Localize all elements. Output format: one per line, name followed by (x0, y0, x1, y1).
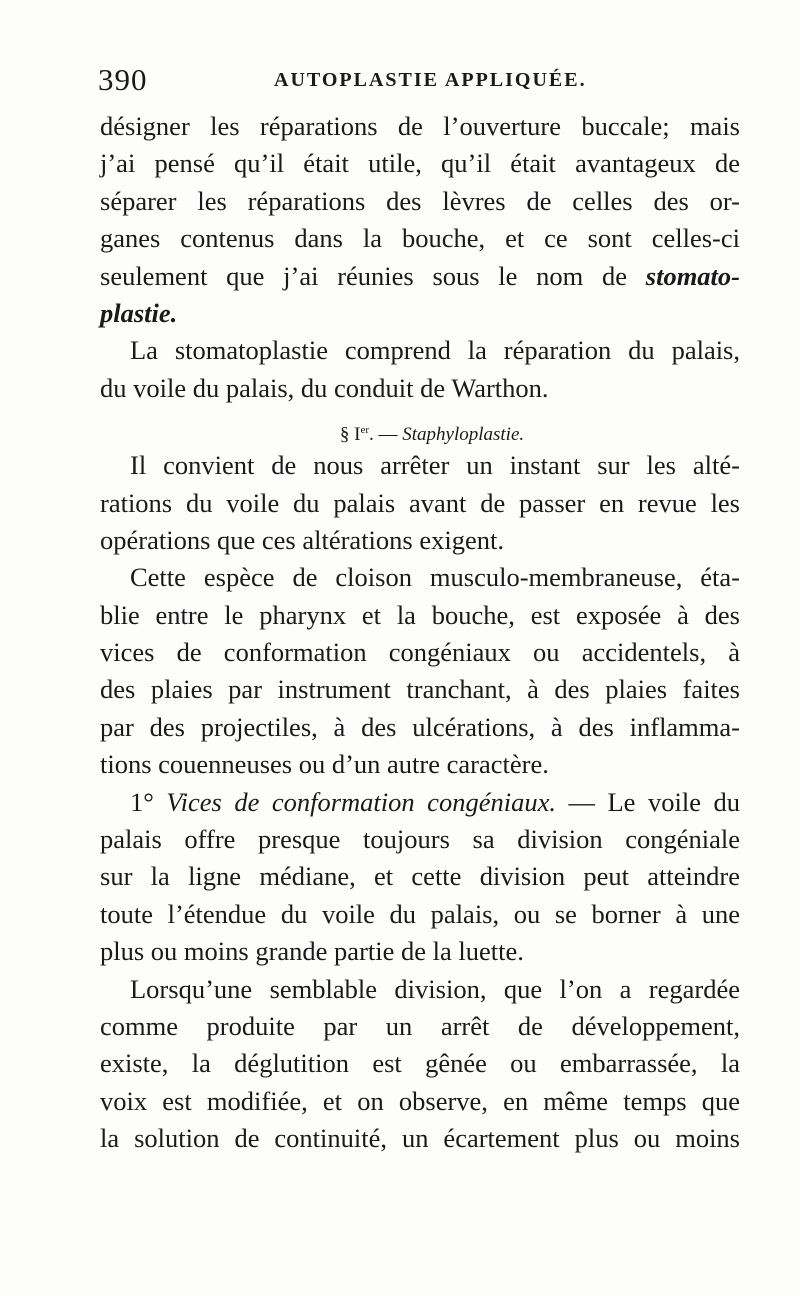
text-line: la solution de continuité, un écartement plus ou moins (100, 1123, 740, 1154)
section-title: Staphyloplastie. (402, 424, 525, 446)
text-line: du voile du palais, du conduit de Warthon. (100, 372, 549, 403)
section-mark: § I (339, 424, 361, 446)
text-line: Lorsqu’une semblable division, que l’on a regardée (130, 973, 740, 1004)
text-line: rations du voile du palais avant de passer en revue les (100, 487, 740, 518)
text-line: La stomatoplastie comprend la réparation du palais, (130, 335, 740, 366)
text-line: toute l’étendue du voile du palais, ou se borner à une (100, 898, 740, 929)
text-line: palais offre presque toujours sa division congéniale (100, 824, 740, 855)
text-line: comme produite par un arrêt de développement, (100, 1010, 740, 1041)
section-dash: . — (368, 424, 398, 446)
text-line: Il convient de nous arrêter un instant sur les alté- (130, 450, 740, 481)
text-line: voix est modifiée, et on observe, en même temps que (100, 1085, 740, 1116)
text-line: séparer les réparations des lèvres de celles des or- (100, 185, 740, 216)
text-line (100, 258, 740, 295)
text-line: opérations que ces altérations exigent. (100, 524, 504, 555)
text-line: j’ai pensé qu’il était utile, qu’il était avantageux de (100, 148, 740, 179)
text-line: des plaies par instrument tranchant, à des plaies faites (100, 674, 740, 705)
page-header (98, 62, 738, 102)
text-line: ganes contenus dans la bouche, et ce sont celles-ci (100, 223, 740, 254)
italic-term: stomato- (645, 260, 740, 291)
text-line (100, 295, 740, 332)
italic-term: plastie. (100, 297, 178, 328)
text-segment: — Le voile du (555, 786, 740, 817)
section-sup: er (360, 424, 369, 437)
text-segment: seulement que j’ai réunies sous le nom de (100, 260, 628, 291)
text-line: vices de conformation congéniaux ou accidentels, à (100, 637, 740, 668)
page-body (100, 108, 740, 1158)
text-segment: 1° (130, 786, 167, 817)
italic-term: Vices de conformation congéniaux. (166, 786, 556, 817)
text-line: plus ou moins grande partie de la luette. (100, 936, 524, 967)
section-heading (100, 413, 740, 447)
text-line: blie entre le pharynx et la bouche, est exposée à des (100, 599, 740, 630)
running-title: AUTOPLASTIE APPLIQUÉE. (274, 69, 587, 91)
text-line: sur la ligne médiane, et cette division peut atteindre (100, 861, 740, 892)
page-number: 390 (98, 62, 148, 97)
text-line: désigner les réparations de l’ouverture buccale; mais (100, 111, 740, 141)
text-line: par des projectiles, à des ulcérations, à des inflamma- (100, 711, 740, 742)
text-line: existe, la déglutition est gênée ou embarrassée, la (100, 1048, 740, 1079)
text-line: tions couenneuses ou d’un autre caractère. (100, 749, 549, 780)
text-line (100, 784, 740, 821)
text-line: Cette espèce de cloison musculo-membraneuse, éta- (130, 562, 740, 593)
